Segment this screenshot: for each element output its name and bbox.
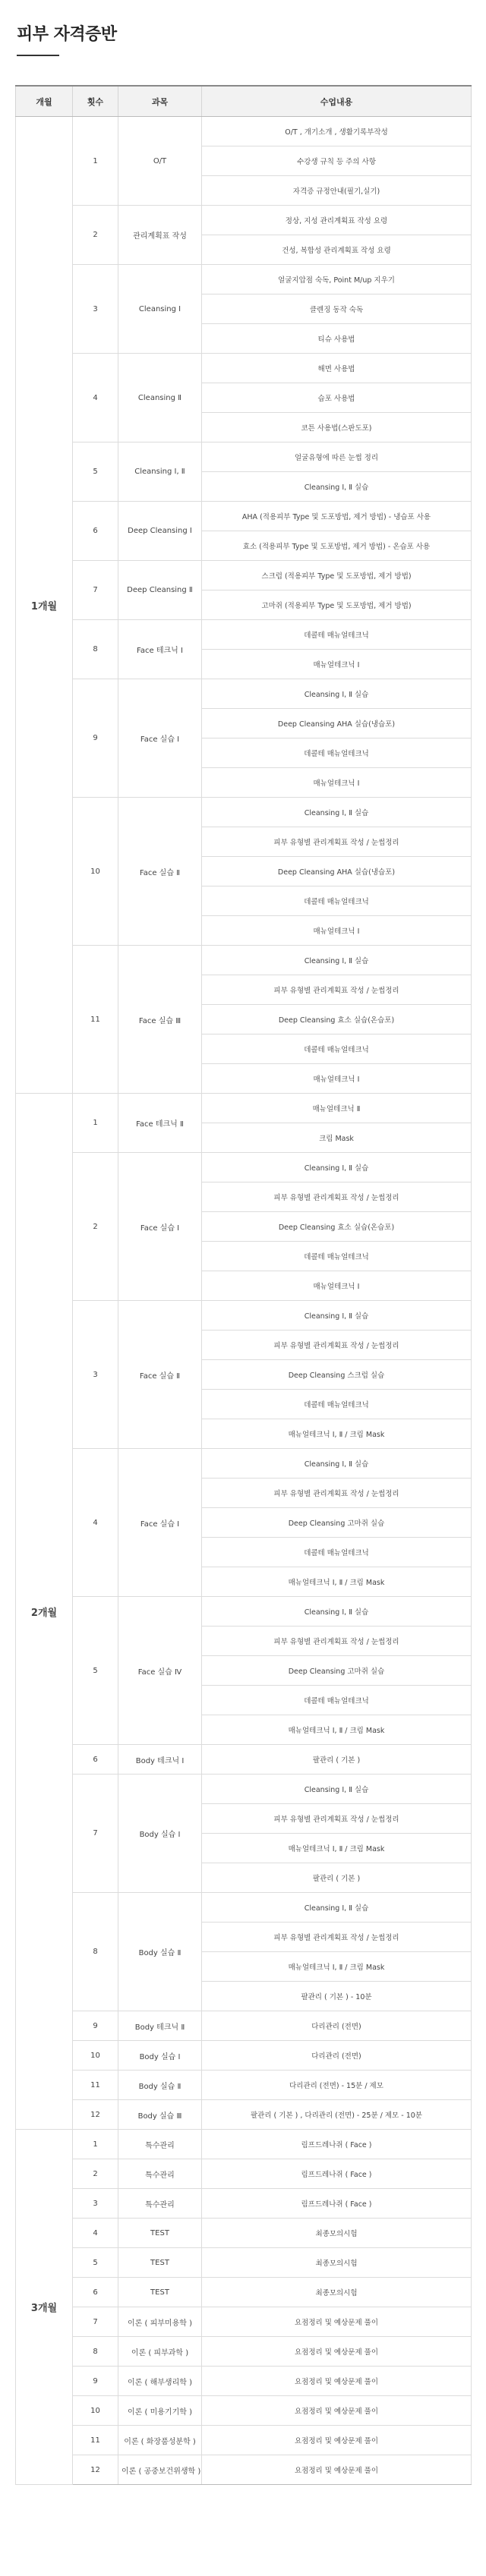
session-number-cell: 6 xyxy=(73,2278,118,2307)
content-cell: 요점정리 및 예상문제 풀이 xyxy=(202,2396,472,2426)
title-underline xyxy=(17,55,59,56)
subject-cell: Face 실습 Ⅰ xyxy=(118,1449,202,1597)
table-row xyxy=(16,2159,472,2189)
table-row xyxy=(16,798,472,827)
content-cell: 데콜테 매뉴얼테크닉 xyxy=(202,1390,472,1419)
content-cell: 데콜테 매뉴얼테크닉 xyxy=(202,1242,472,1271)
subject-cell: Face 테크닉 Ⅱ xyxy=(118,1094,202,1153)
table-row xyxy=(16,265,472,294)
session-number-cell: 2 xyxy=(73,206,118,265)
content-cell: Cleansing Ⅰ, Ⅱ 실습 xyxy=(202,1597,472,1627)
content-cell: 고마쥐 (적용피부 Type 및 도포방법, 제거 방법) xyxy=(202,590,472,620)
table-row xyxy=(16,1775,472,1804)
subject-cell: 특수관리 xyxy=(118,2130,202,2159)
month-cell: 2개월 xyxy=(16,1094,73,2130)
session-number-cell: 5 xyxy=(73,1597,118,1745)
content-cell: 피부 유형별 관리계획표 작성 / 눈썹정리 xyxy=(202,827,472,857)
header-subject: 과목 xyxy=(118,86,202,117)
content-cell: AHA (적용피부 Type 및 도포방법, 제거 방법) - 냉습포 사용 xyxy=(202,502,472,531)
table-row xyxy=(16,620,472,650)
session-number-cell: 10 xyxy=(73,2396,118,2426)
content-cell: 매뉴얼테크닉 Ⅱ xyxy=(202,1094,472,1123)
session-number-cell: 8 xyxy=(73,2337,118,2367)
table-row xyxy=(16,1449,472,1479)
content-cell: 매뉴얼테크닉 Ⅰ xyxy=(202,768,472,798)
session-number-cell: 1 xyxy=(73,2130,118,2159)
content-cell: 수강생 규칙 등 주의 사항 xyxy=(202,146,472,176)
table-row xyxy=(16,1153,472,1183)
subject-cell: 특수관리 xyxy=(118,2159,202,2189)
content-cell: 피부 유형별 관리계획표 작성 / 눈썹정리 xyxy=(202,1183,472,1212)
table-row xyxy=(16,502,472,531)
content-cell: Cleansing Ⅰ, Ⅱ 실습 xyxy=(202,472,472,502)
subject-cell: Face 실습 Ⅳ xyxy=(118,1597,202,1745)
session-number-cell: 12 xyxy=(73,2100,118,2130)
content-cell: 요점정리 및 예상문제 풀이 xyxy=(202,2337,472,2367)
content-cell: 얼굴유형에 따른 눈썹 정리 xyxy=(202,442,472,472)
content-cell: Deep Cleansing 고마쥐 실습 xyxy=(202,1656,472,1686)
content-cell: 매뉴얼테크닉 Ⅰ, Ⅱ / 크림 Mask xyxy=(202,1715,472,1745)
subject-cell: 이론 ( 화장품성분학 ) xyxy=(118,2426,202,2455)
content-cell: 매뉴얼테크닉 Ⅰ, Ⅱ / 크림 Mask xyxy=(202,1419,472,1449)
header-content: 수업내용 xyxy=(202,86,472,117)
content-cell: 크림 Mask xyxy=(202,1123,472,1153)
subject-cell: O/T xyxy=(118,117,202,206)
content-cell: Deep Cleansing AHA 실습(냉습포) xyxy=(202,857,472,886)
content-cell: 데콜테 매뉴얼테크닉 xyxy=(202,1686,472,1715)
subject-cell: Deep Cleansing Ⅱ xyxy=(118,561,202,620)
content-cell: 해면 사용법 xyxy=(202,354,472,383)
table-row xyxy=(16,2307,472,2337)
session-number-cell: 5 xyxy=(73,442,118,502)
table-row xyxy=(16,2367,472,2396)
content-cell: 최종모의시험 xyxy=(202,2278,472,2307)
session-number-cell: 11 xyxy=(73,946,118,1094)
table-row xyxy=(16,1893,472,1923)
content-cell: Deep Cleansing 효소 실습(온습포) xyxy=(202,1005,472,1034)
content-cell: 피부 유형별 관리계획표 작성 / 눈썹정리 xyxy=(202,975,472,1005)
content-cell: Cleansing Ⅰ, Ⅱ 실습 xyxy=(202,1893,472,1923)
content-cell: 팔관리 ( 기본 ) xyxy=(202,1863,472,1893)
subject-cell: Body 실습 Ⅱ xyxy=(118,1893,202,2011)
curriculum-table xyxy=(15,85,472,2485)
content-cell: 데콜테 매뉴얼테크닉 xyxy=(202,1538,472,1567)
subject-cell: TEST xyxy=(118,2219,202,2248)
content-cell: 요점정리 및 예상문제 풀이 xyxy=(202,2426,472,2455)
subject-cell: Face 실습 Ⅲ xyxy=(118,946,202,1094)
page-title: 피부 자격증반 xyxy=(17,25,117,44)
content-cell: 건성, 복합성 관리계획표 작성 요령 xyxy=(202,235,472,265)
session-number-cell: 7 xyxy=(73,561,118,620)
content-cell: 피부 유형별 관리계획표 작성 / 눈썹정리 xyxy=(202,1804,472,1834)
content-cell: 최종모의시험 xyxy=(202,2219,472,2248)
subject-cell: 관리계획표 작성 xyxy=(118,206,202,265)
content-cell: 얼굴지압점 숙독, Point M/up 지우기 xyxy=(202,265,472,294)
subject-cell: 이론 ( 해부생리학 ) xyxy=(118,2367,202,2396)
content-cell: 스크럽 (적용피부 Type 및 도포방법, 제거 방법) xyxy=(202,561,472,590)
content-cell: Deep Cleansing 고마쥐 실습 xyxy=(202,1508,472,1538)
content-cell: 림프드레나쥐 ( Face ) xyxy=(202,2159,472,2189)
table-row xyxy=(16,206,472,235)
subject-cell: Body 테크닉 Ⅱ xyxy=(118,2011,202,2041)
table-row xyxy=(16,117,472,146)
subject-cell: Face 실습 Ⅰ xyxy=(118,1153,202,1301)
content-cell: 팔관리 ( 기본 ) xyxy=(202,1745,472,1775)
session-number-cell: 9 xyxy=(73,2011,118,2041)
subject-cell: Face 실습 Ⅰ xyxy=(118,679,202,798)
table-row xyxy=(16,2337,472,2367)
content-cell: 매뉴얼테크닉 Ⅰ xyxy=(202,916,472,946)
content-cell: Cleansing Ⅰ, Ⅱ 실습 xyxy=(202,1301,472,1331)
content-cell: 데콜테 매뉴얼테크닉 xyxy=(202,886,472,916)
table-row xyxy=(16,2396,472,2426)
content-cell: 피부 유형별 관리계획표 작성 / 눈썹정리 xyxy=(202,1923,472,1952)
subject-cell: Body 테크닉 Ⅰ xyxy=(118,1745,202,1775)
subject-cell: Face 실습 Ⅱ xyxy=(118,798,202,946)
table-row xyxy=(16,2248,472,2278)
table-row xyxy=(16,442,472,472)
content-cell: 피부 유형별 관리계획표 작성 / 눈썹정리 xyxy=(202,1331,472,1360)
content-cell: 코튼 사용법(스판도포) xyxy=(202,413,472,442)
subject-cell: Body 실습 Ⅰ xyxy=(118,1775,202,1893)
content-cell: O/T , 개기소개 , 생활기록부작성 xyxy=(202,117,472,146)
content-cell: 티슈 사용법 xyxy=(202,324,472,354)
content-cell: 피부 유형별 관리계획표 작성 / 눈썹정리 xyxy=(202,1627,472,1656)
content-cell: 림프드레나쥐 ( Face ) xyxy=(202,2189,472,2219)
session-number-cell: 8 xyxy=(73,620,118,679)
subject-cell: Face 실습 Ⅱ xyxy=(118,1301,202,1449)
session-number-cell: 7 xyxy=(73,2307,118,2337)
session-number-cell: 7 xyxy=(73,1775,118,1893)
table-row xyxy=(16,2100,472,2130)
content-cell: 정상, 지성 관리계획표 작성 요령 xyxy=(202,206,472,235)
subject-cell: Deep Cleansing Ⅰ xyxy=(118,502,202,561)
subject-cell: 특수관리 xyxy=(118,2189,202,2219)
table-row xyxy=(16,946,472,975)
table-row xyxy=(16,2278,472,2307)
session-number-cell: 5 xyxy=(73,2248,118,2278)
subject-cell: Face 테크닉 Ⅰ xyxy=(118,620,202,679)
content-cell: Cleansing Ⅰ, Ⅱ 실습 xyxy=(202,946,472,975)
subject-cell: 이론 ( 미용기기학 ) xyxy=(118,2396,202,2426)
content-cell: 습포 사용법 xyxy=(202,383,472,413)
subject-cell: Cleansing Ⅱ xyxy=(118,354,202,442)
session-number-cell: 1 xyxy=(73,117,118,206)
content-cell: 자격증 규정안내(필기,실기) xyxy=(202,176,472,206)
session-number-cell: 9 xyxy=(73,2367,118,2396)
subject-cell: Body 실습 Ⅲ xyxy=(118,2100,202,2130)
content-cell: 요점정리 및 예상문제 풀이 xyxy=(202,2367,472,2396)
content-cell: 데콜테 매뉴얼테크닉 xyxy=(202,738,472,768)
content-cell: 팔관리 ( 기본 ) - 10분 xyxy=(202,1982,472,2011)
content-cell: 다리관리 (전면) xyxy=(202,2011,472,2041)
content-cell: 매뉴얼테크닉 Ⅰ, Ⅱ / 크림 Mask xyxy=(202,1834,472,1863)
content-cell: 다리관리 (전면) xyxy=(202,2041,472,2071)
content-cell: Cleansing Ⅰ, Ⅱ 실습 xyxy=(202,1775,472,1804)
table-body xyxy=(16,117,472,2485)
session-number-cell: 10 xyxy=(73,2041,118,2071)
session-number-cell: 11 xyxy=(73,2426,118,2455)
session-number-cell: 4 xyxy=(73,354,118,442)
table-row xyxy=(16,561,472,590)
session-number-cell: 2 xyxy=(73,1153,118,1301)
content-cell: 매뉴얼테크닉 Ⅰ, Ⅱ / 크림 Mask xyxy=(202,1952,472,1982)
subject-cell: Body 실습 Ⅱ xyxy=(118,2071,202,2100)
content-cell: 최종모의시험 xyxy=(202,2248,472,2278)
month-cell: 1개월 xyxy=(16,117,73,1094)
header-session: 횟수 xyxy=(73,86,118,117)
session-number-cell: 6 xyxy=(73,1745,118,1775)
subject-cell: 이론 ( 공중보건위생학 ) xyxy=(118,2455,202,2485)
content-cell: Cleansing Ⅰ, Ⅱ 실습 xyxy=(202,1153,472,1183)
session-number-cell: 3 xyxy=(73,1301,118,1449)
table-header-row xyxy=(16,86,472,117)
session-number-cell: 3 xyxy=(73,2189,118,2219)
content-cell: 매뉴얼테크닉 Ⅰ, Ⅱ / 크림 Mask xyxy=(202,1567,472,1597)
table-row xyxy=(16,1094,472,1123)
session-number-cell: 6 xyxy=(73,502,118,561)
table-row xyxy=(16,2189,472,2219)
table-row xyxy=(16,679,472,709)
content-cell: 팔관리 ( 기본 ) , 다리관리 (전면) - 25분 / 제모 - 10분 xyxy=(202,2100,472,2130)
content-cell: 클렌징 동작 숙독 xyxy=(202,294,472,324)
table-row xyxy=(16,2130,472,2159)
table-row xyxy=(16,1597,472,1627)
content-cell: 매뉴얼테크닉 Ⅰ xyxy=(202,1064,472,1094)
table-row xyxy=(16,1301,472,1331)
content-cell: Deep Cleansing AHA 실습(냉습포) xyxy=(202,709,472,738)
table-row xyxy=(16,2455,472,2485)
content-cell: Deep Cleansing 효소 실습(온습포) xyxy=(202,1212,472,1242)
subject-cell: 이론 ( 피부미용학 ) xyxy=(118,2307,202,2337)
header-month: 개월 xyxy=(16,86,73,117)
table-row xyxy=(16,2071,472,2100)
session-number-cell: 9 xyxy=(73,679,118,798)
content-cell: Cleansing Ⅰ, Ⅱ 실습 xyxy=(202,1449,472,1479)
subject-cell: TEST xyxy=(118,2248,202,2278)
content-cell: Cleansing Ⅰ, Ⅱ 실습 xyxy=(202,679,472,709)
content-cell: 데콜테 매뉴얼테크닉 xyxy=(202,620,472,650)
month-cell: 3개월 xyxy=(16,2130,73,2485)
subject-cell: TEST xyxy=(118,2278,202,2307)
table-row xyxy=(16,354,472,383)
session-number-cell: 8 xyxy=(73,1893,118,2011)
subject-cell: 이론 ( 피부과학 ) xyxy=(118,2337,202,2367)
session-number-cell: 11 xyxy=(73,2071,118,2100)
subject-cell: Body 실습 Ⅰ xyxy=(118,2041,202,2071)
content-cell: 매뉴얼테크닉 Ⅰ xyxy=(202,1271,472,1301)
session-number-cell: 2 xyxy=(73,2159,118,2189)
content-cell: 데콜테 매뉴얼테크닉 xyxy=(202,1034,472,1064)
content-cell: 요점정리 및 예상문제 풀이 xyxy=(202,2455,472,2485)
table-row xyxy=(16,2041,472,2071)
session-number-cell: 4 xyxy=(73,1449,118,1597)
table-row xyxy=(16,2219,472,2248)
content-cell: 피부 유형별 관리계획표 작성 / 눈썹정리 xyxy=(202,1479,472,1508)
content-cell: 요점정리 및 예상문제 풀이 xyxy=(202,2307,472,2337)
table-row xyxy=(16,2426,472,2455)
subject-cell: Cleansing Ⅰ, Ⅱ xyxy=(118,442,202,502)
session-number-cell: 1 xyxy=(73,1094,118,1153)
table-row xyxy=(16,2011,472,2041)
subject-cell: Cleansing Ⅰ xyxy=(118,265,202,354)
session-number-cell: 3 xyxy=(73,265,118,354)
content-cell: Deep Cleansing 스크럽 실습 xyxy=(202,1360,472,1390)
content-cell: 매뉴얼테크닉 Ⅰ xyxy=(202,650,472,679)
session-number-cell: 12 xyxy=(73,2455,118,2485)
content-cell: 효소 (적용피부 Type 및 도포방법, 제거 방법) - 온습포 사용 xyxy=(202,531,472,561)
session-number-cell: 4 xyxy=(73,2219,118,2248)
session-number-cell: 10 xyxy=(73,798,118,946)
content-cell: 다리관리 (전면) - 15분 / 제모 xyxy=(202,2071,472,2100)
content-cell: Cleansing Ⅰ, Ⅱ 실습 xyxy=(202,798,472,827)
table-row xyxy=(16,1745,472,1775)
content-cell: 림프드레나쥐 ( Face ) xyxy=(202,2130,472,2159)
